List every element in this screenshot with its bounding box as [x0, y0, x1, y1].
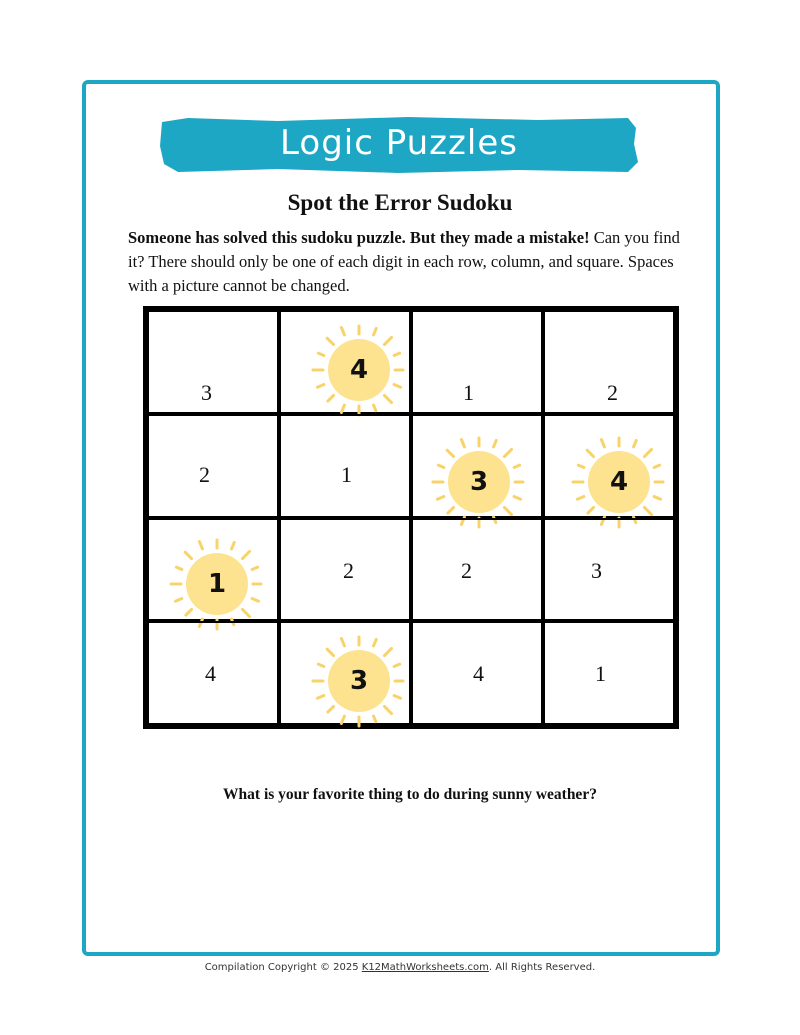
instructions-bold: Someone has solved this sudoku puzzle. But they made a mistake!	[128, 228, 590, 247]
sudoku-cell-r3c4	[543, 518, 675, 622]
filled-digit: 3	[591, 557, 602, 583]
sun-icon	[169, 536, 265, 632]
sudoku-cell-r4c1	[147, 621, 279, 725]
given-digit: 3	[469, 466, 489, 497]
filled-digit: 4	[205, 661, 216, 687]
given-digit: 3	[349, 666, 369, 697]
sun-icon	[311, 633, 407, 729]
sudoku-cell-r3c3	[411, 518, 543, 622]
title-banner	[158, 114, 640, 176]
sudoku-cell-r4c4	[543, 621, 675, 725]
question-text: What is your favorite thing to do during sunny weather?	[223, 786, 597, 803]
footer-suffix: . All Rights Reserved.	[488, 962, 596, 973]
sudoku-cell-r1c2	[279, 310, 411, 414]
filled-digit: 2	[343, 557, 354, 583]
filled-digit: 1	[341, 461, 352, 487]
banner-title: Logic Puzzles	[280, 123, 518, 163]
given-digit: 1	[207, 568, 227, 599]
filled-digit: 2	[461, 557, 472, 583]
sun-icon	[571, 434, 667, 530]
sudoku-cell-r1c4	[543, 310, 675, 414]
sun-icon	[431, 434, 527, 530]
sudoku-cell-r3c1	[147, 518, 279, 622]
sudoku-cell-r1c1	[147, 310, 279, 414]
instructions	[128, 226, 698, 298]
footer-prefix: Compilation Copyright © 2025	[204, 962, 362, 973]
filled-digit: 2	[607, 380, 618, 405]
filled-digit: 1	[595, 661, 606, 687]
sudoku-cell-r2c3	[411, 414, 543, 518]
sudoku-cell-r1c3	[411, 310, 543, 414]
sudoku-cell-r2c1	[147, 414, 279, 518]
filled-digit: 2	[199, 461, 210, 487]
footer-link[interactable]: K12MathWorksheets.com	[361, 962, 489, 973]
filled-digit: 3	[201, 380, 212, 405]
given-digit: 4	[349, 355, 369, 385]
sun-icon	[311, 322, 407, 418]
filled-digit: 1	[463, 380, 474, 405]
filled-digit: 4	[473, 661, 484, 687]
sudoku-cell-r2c2	[279, 414, 411, 518]
sudoku-cell-r3c2	[279, 518, 411, 622]
sudoku-cell-r4c3	[411, 621, 543, 725]
given-digit: 4	[609, 466, 629, 497]
sudoku-grid	[143, 306, 679, 729]
instructions-rest: Can you find it? There should only be one of each digit in each row, column, and square. Spaces with a picture cannot be changed.	[128, 228, 680, 295]
sudoku-cell-r4c2	[279, 621, 411, 725]
sudoku-cell-r2c4	[543, 414, 675, 518]
worksheet-title: Spot the Error Sudoku	[287, 190, 513, 215]
footer	[0, 962, 800, 973]
